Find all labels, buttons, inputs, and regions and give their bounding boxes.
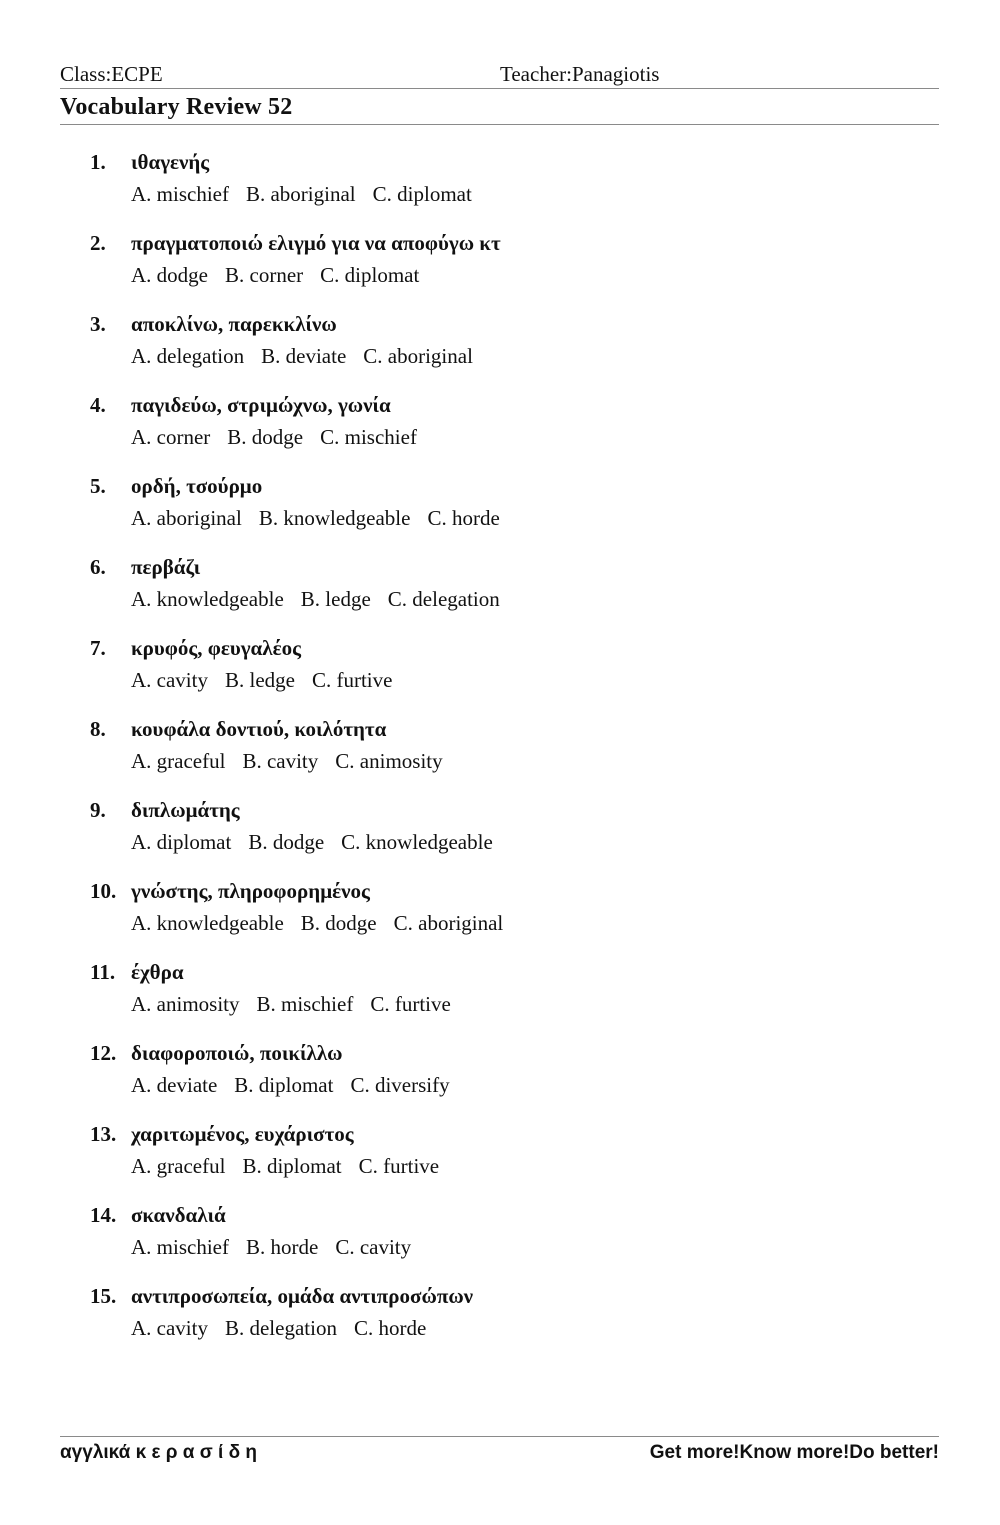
answer-options — [131, 911, 520, 936]
option-a: A. delegation — [131, 344, 245, 368]
option-c: C. furtive — [358, 1154, 440, 1178]
question-prompt: παγιδεύω, στριμώχνω, γωνία — [131, 393, 391, 417]
question-prompt: κουφάλα δοντιού, κοιλότητα — [131, 717, 387, 741]
question-prompt: κρυφός, φευγαλέος — [131, 636, 301, 660]
option-a: A. graceful — [131, 749, 226, 773]
option-a: A. deviate — [131, 1073, 218, 1097]
answer-options — [131, 1235, 428, 1260]
question-prompt: χαριτωμένος, ευχάριστος — [131, 1122, 354, 1146]
option-c: C. knowledgeable — [341, 830, 493, 854]
question-item — [60, 1122, 939, 1203]
answer-options — [131, 587, 517, 612]
option-a: A. cavity — [131, 668, 208, 692]
option-a: A. mischief — [131, 182, 229, 206]
question-item — [60, 636, 939, 717]
answer-options — [131, 749, 460, 774]
question-number: 10. — [90, 879, 117, 903]
footer-brand: αγγλικά κ ε ρ α σ ί δ η — [60, 1442, 257, 1463]
question-item — [60, 150, 939, 231]
question-number: 13. — [90, 1122, 117, 1146]
answer-options — [131, 992, 468, 1017]
option-b: B. ledge — [224, 668, 295, 692]
question-prompt: πραγματοποιώ ελιγμό για να αποφύγω κτ — [131, 231, 501, 255]
option-a: A. dodge — [131, 263, 208, 287]
option-b: B. cavity — [242, 749, 319, 773]
question-number: 7. — [90, 636, 106, 660]
option-b: B. diplomat — [242, 1154, 342, 1178]
footer-slogan: Get more!Know more!Do better! — [649, 1442, 939, 1463]
option-b: B. dodge — [300, 911, 377, 935]
question-prompt: περβάζι — [131, 555, 201, 579]
option-c: C. animosity — [335, 749, 443, 773]
option-a: A. knowledgeable — [131, 911, 284, 935]
question-item — [60, 1284, 939, 1365]
question-item — [60, 960, 939, 1041]
option-c: C. horde — [427, 506, 500, 530]
option-b: B. deviate — [261, 344, 347, 368]
question-prompt: έχθρα — [131, 960, 184, 984]
option-b: B. mischief — [256, 992, 354, 1016]
option-b: B. dodge — [227, 425, 304, 449]
question-item — [60, 1203, 939, 1284]
question-item — [60, 555, 939, 636]
option-c: C. mischief — [320, 425, 417, 449]
option-a: A. cavity — [131, 1316, 208, 1340]
page-title: Vocabulary Review 52 — [60, 94, 293, 120]
option-a: A. graceful — [131, 1154, 226, 1178]
question-list — [60, 150, 939, 1365]
option-c: C. delegation — [387, 587, 500, 611]
answer-options — [131, 1154, 456, 1179]
answer-options — [131, 182, 489, 207]
answer-options — [131, 1316, 443, 1341]
question-number: 15. — [90, 1284, 117, 1308]
question-prompt: αποκλίνω, παρεκκλίνω — [131, 312, 337, 336]
class-label: Class:ECPE — [60, 62, 163, 86]
question-prompt: αντιπροσωπεία, ομάδα αντιπροσώπων — [131, 1284, 474, 1308]
question-prompt: διαφοροποιώ, ποικίλλω — [131, 1041, 343, 1065]
question-item — [60, 1041, 939, 1122]
question-number: 8. — [90, 717, 106, 741]
option-c: C. aboriginal — [363, 344, 473, 368]
option-c: C. aboriginal — [393, 911, 504, 935]
question-number: 2. — [90, 231, 106, 255]
question-number: 5. — [90, 474, 106, 498]
option-c: C. diplomat — [372, 182, 472, 206]
question-number: 1. — [90, 150, 106, 174]
answer-options — [131, 830, 510, 855]
option-a: A. knowledgeable — [131, 587, 284, 611]
question-item — [60, 312, 939, 393]
answer-options — [131, 425, 434, 450]
question-prompt: σκανδαλιά — [131, 1203, 226, 1227]
footer — [60, 1442, 939, 1466]
option-c: C. furtive — [311, 668, 393, 692]
answer-options — [131, 506, 517, 531]
question-number: 3. — [90, 312, 106, 336]
option-b: B. horde — [245, 1235, 319, 1259]
question-item — [60, 474, 939, 555]
question-prompt: ιθαγενής — [131, 150, 210, 174]
question-prompt: γνώστης, πληροφορημένος — [131, 879, 370, 903]
question-prompt: διπλωμάτης — [131, 798, 240, 822]
option-a: A. diplomat — [131, 830, 232, 854]
option-a: A. mischief — [131, 1235, 229, 1259]
option-a: A. aboriginal — [131, 506, 242, 530]
option-b: B. ledge — [300, 587, 371, 611]
option-b: B. dodge — [248, 830, 325, 854]
question-item — [60, 879, 939, 960]
question-item — [60, 393, 939, 474]
option-b: B. corner — [225, 263, 304, 287]
question-item — [60, 231, 939, 312]
question-number: 14. — [90, 1203, 117, 1227]
answer-options — [131, 263, 436, 288]
teacher-label: Teacher:Panagiotis — [500, 62, 660, 86]
option-c: C. horde — [353, 1316, 427, 1340]
option-b: B. diplomat — [234, 1073, 334, 1097]
question-number: 4. — [90, 393, 106, 417]
question-number: 6. — [90, 555, 106, 579]
answer-options — [131, 668, 409, 693]
header-row — [60, 62, 939, 88]
question-number: 11. — [90, 960, 116, 984]
option-c: C. furtive — [370, 992, 451, 1016]
option-c: C. diversify — [350, 1073, 450, 1097]
answer-options — [131, 344, 490, 369]
option-b: B. delegation — [224, 1316, 337, 1340]
question-item — [60, 717, 939, 798]
option-a: A. animosity — [131, 992, 240, 1016]
question-item — [60, 798, 939, 879]
title-divider — [60, 124, 939, 125]
footer-divider — [60, 1436, 939, 1437]
option-c: C. diplomat — [320, 263, 420, 287]
question-prompt: ορδή, τσούρμο — [131, 474, 263, 498]
question-number: 12. — [90, 1041, 117, 1065]
option-b: B. aboriginal — [245, 182, 356, 206]
option-a: A. corner — [131, 425, 211, 449]
option-c: C. cavity — [335, 1235, 412, 1259]
header-divider — [60, 88, 939, 89]
question-number: 9. — [90, 798, 106, 822]
option-b: B. knowledgeable — [258, 506, 411, 530]
answer-options — [131, 1073, 467, 1098]
